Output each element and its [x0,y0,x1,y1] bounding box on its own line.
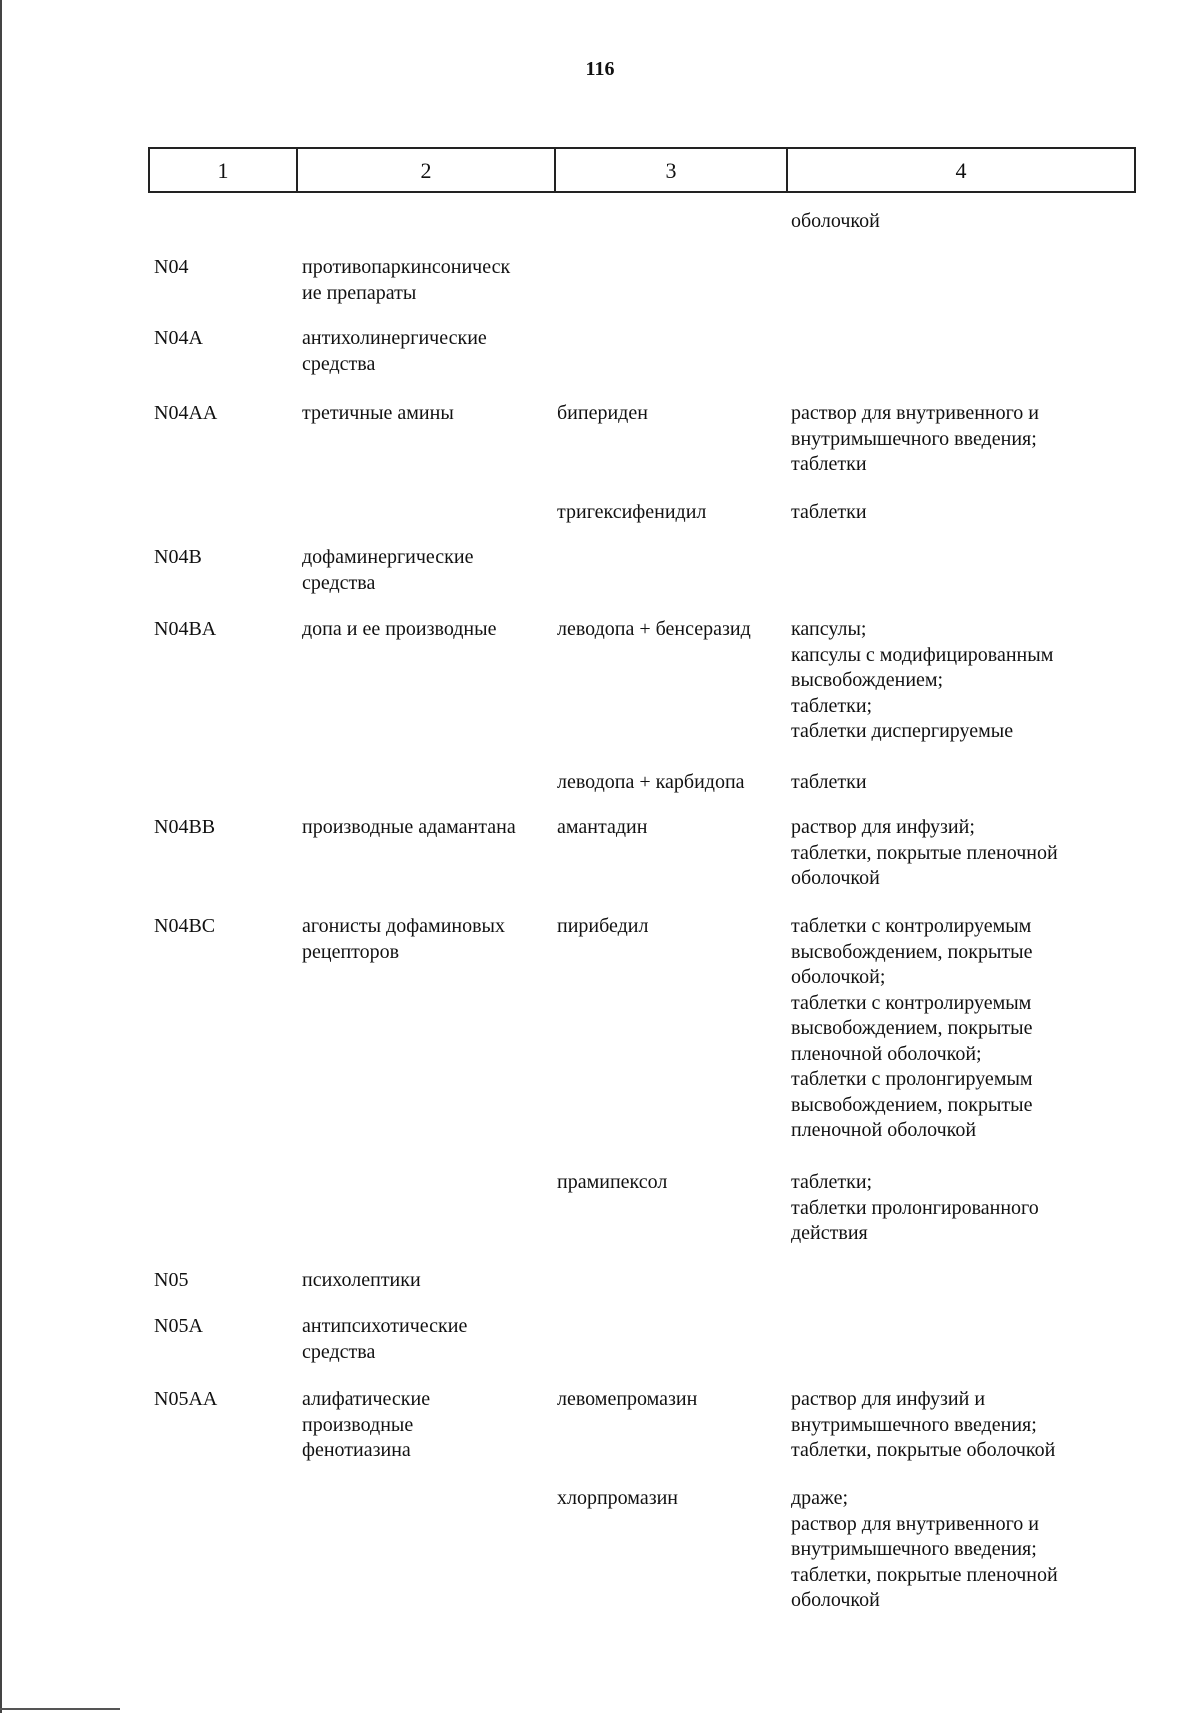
row-6-drug: леводопа + бенсеразид [557,618,751,640]
row-0-form: оболочкой [791,210,880,232]
row-8-code: N04BB [154,816,216,838]
row-5-code: N04B [154,546,202,568]
row-12-group: антипсихотические средства [302,1315,468,1363]
row-4-drug: тригексифенидил [557,501,707,523]
scan-bottom-line [0,1708,120,1710]
scan-margin-line [0,0,2,1713]
header-col-1: 1 [150,149,298,191]
row-8-drug: амантадин [557,816,648,838]
row-13-group: алифатические производные фенотиазина [302,1388,431,1461]
row-2-code: N04A [154,327,203,349]
row-10-drug: прамипексол [557,1171,668,1193]
row-7-form: таблетки [791,771,867,793]
header-col-4: 4 [955,158,967,183]
row-9-drug: пирибедил [557,915,649,937]
row-1-code: N04 [154,256,189,278]
header-col-2: 2 [298,149,556,191]
row-3-group: третичные амины [302,402,454,424]
row-11-group: психолептики [302,1269,421,1291]
row-8-group: производные адамантана [302,816,516,838]
row-13-drug: левомепромазин [557,1388,698,1410]
row-14-drug: хлорпромазин [557,1487,679,1509]
row-4-form: таблетки [791,501,867,523]
row-12-code: N05A [154,1315,203,1337]
row-7-drug: леводопа + карбидопа [557,771,745,793]
row-6-group: допа и ее производные [302,618,497,640]
row-6-code: N04BA [154,618,217,640]
row-13-form: раствор для инфузий и внутримышечного введения; таблетки, покрытые оболочкой [791,1388,1056,1461]
row-2-group: антихолинергические средства [302,327,487,375]
row-14-form: драже; раствор для внутривенного и внутримышечного введения; таблетки, покрытые пленочной оболочкой [791,1487,1058,1611]
row-5-group: дофаминергические средства [302,546,474,594]
row-9-form: таблетки с контролируемым высвобождением, покрытые оболочкой; таблетки с контролируемым высвобождением, покрытые пленочной оболочкой; таблетки с пролонгируемым высвобождением, покрытые пленочной оболочкой [791,915,1033,1141]
row-10-form: таблетки; таблетки пролонгированного действия [791,1171,1039,1244]
table-header [148,147,1136,193]
row-11-code: N05 [154,1269,189,1291]
row-6-form: капсулы; капсулы с модифицированным высвобождением; таблетки; таблетки диспергируемые [791,618,1054,742]
row-1-group: противопаркинсоническ ие препараты [302,256,511,304]
header-col-3: 3 [556,149,788,191]
row-9-code: N04BC [154,915,216,937]
row-3-code: N04AA [154,402,218,424]
row-3-form: раствор для внутривенного и внутримышечного введения; таблетки [791,402,1040,475]
row-13-code: N05AA [154,1388,218,1410]
page-number: 116 [585,58,615,80]
row-8-form: раствор для инфузий; таблетки, покрытые пленочной оболочкой [791,816,1058,889]
row-3-drug: бипериден [557,402,648,424]
row-9-group: агонисты дофаминовых рецепторов [302,915,505,963]
